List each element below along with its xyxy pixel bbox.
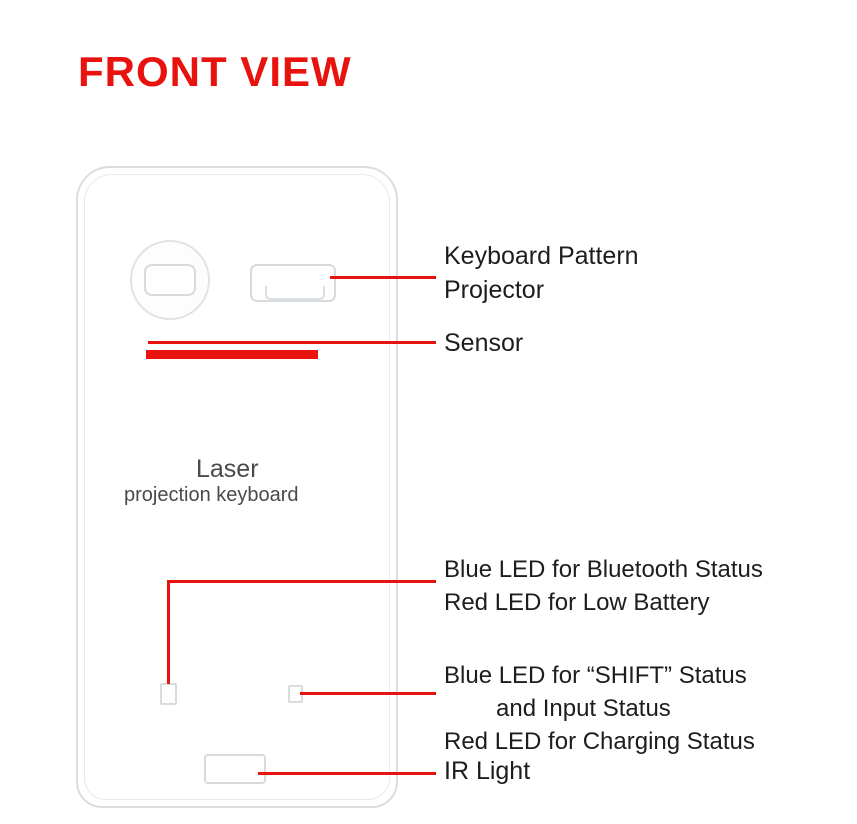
callout-sensor: Sensor	[444, 329, 524, 357]
keyboard-pattern-projector	[250, 264, 336, 302]
page-title: FRONT VIEW	[78, 48, 352, 95]
ir-light-window	[204, 754, 266, 784]
leader-line-projector	[330, 276, 436, 279]
callout-shift-line3: Red LED for Charging Status	[444, 728, 755, 755]
callout-ir-light: IR Light	[444, 757, 531, 785]
sensor-window	[144, 264, 196, 296]
callout-bluetooth-line1: Blue LED for Bluetooth Status	[444, 556, 763, 583]
leader-line-ir	[258, 772, 436, 775]
callout-bluetooth-line2: Red LED for Low Battery	[444, 589, 710, 616]
status-led-left	[160, 683, 177, 705]
device-brand-sub: projection keyboard	[124, 484, 299, 506]
leader-line-sensor	[148, 341, 436, 344]
callout-shift-line2: and Input Status	[496, 695, 671, 722]
laser-projection-bar	[146, 350, 318, 359]
leader-line-shift	[300, 692, 436, 695]
leader-line-bluetooth-vertical	[167, 580, 170, 684]
device-brand-main: Laser	[196, 455, 259, 483]
callout-keyboard-pattern-projector	[444, 239, 639, 307]
leader-line-bluetooth-horizontal	[167, 580, 436, 583]
callout-shift-line1: Blue LED for “SHIFT” Status	[444, 662, 747, 689]
callout-projector-line1: Keyboard Pattern	[444, 242, 639, 270]
callout-shift-status	[444, 659, 755, 758]
callout-bluetooth-status	[444, 553, 763, 619]
callout-projector-line2: Projector	[444, 276, 545, 304]
